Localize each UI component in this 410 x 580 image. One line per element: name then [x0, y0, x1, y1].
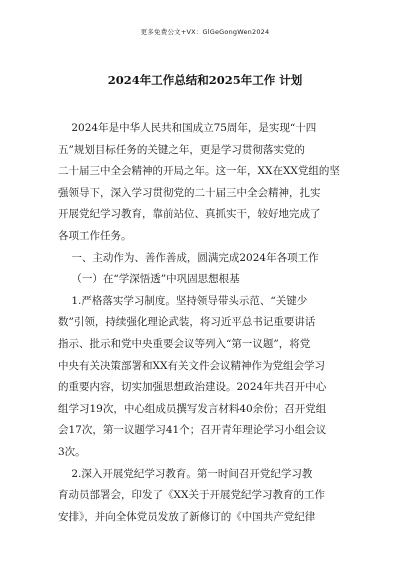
subsection-heading: （一）在“学深悟透”中巩固思想根基 [58, 273, 240, 286]
header-watermark: 更多免费公文+VX：GlGeGongWen2024 [140, 28, 270, 36]
paragraph-line: 3次。 [58, 445, 86, 458]
document-body [58, 118, 362, 528]
paragraph-line: 2.深入开展党纪学习教育。第一时间召开党纪学习教 [58, 467, 313, 480]
paragraph-line: 强领导下，深入学习贯彻党的二十届三中全会精神，扎实 [58, 186, 321, 199]
section-heading: 一、主动作为、善作善成，圆满完成2024年各项工作 [58, 251, 319, 264]
paragraph-line: 二十届三中全会精神的开局之年。这一年，XX在XX党组的坚 [58, 165, 340, 178]
paragraph-line: 的重要内容，切实加强思想政治建设。2024年共召开中心 [58, 381, 327, 394]
paragraph-line: 安排》，并向全体党员发放了新修订的《中国共产党纪律 [58, 510, 316, 523]
paragraph-line: 会17次，第一议题学习41个；召开青年理论学习小组会议 [58, 424, 327, 437]
paragraph-line: 2024年是中华人民共和国成立75周年，是实现“十四 [58, 122, 317, 134]
paragraph-line: 开展党纪学习教育，靠前站位、真抓实干，较好地完成了 [58, 208, 321, 221]
paragraph-line: 中央有关决策部署和XX有关文件会议精神作为党组会学习 [58, 359, 325, 372]
paragraph-line: 各项工作任务。 [58, 229, 132, 242]
paragraph-line: 组学习19次，中心组成员撰写发言材料40余份；召开党组 [58, 402, 327, 415]
paragraph-line: 1.严格落实学习制度。坚持领导带头示范、“关键少 [58, 294, 308, 307]
document-title: 2024年工作总结和2025年工作 计划 [107, 73, 303, 87]
paragraph-line: 育动员部署会，印发了《XX关于开展党纪学习教育的工作 [58, 489, 325, 502]
paragraph-line: 数”引领，持续强化理论武装，将习近平总书记重要讲话 [58, 316, 316, 329]
paragraph-line: 五”规划目标任务的关键之年，更是学习贯彻落实党的 [58, 143, 305, 156]
paragraph-line: 指示、批示和党中央重要会议等列入“第一议题”，将党 [58, 337, 311, 350]
